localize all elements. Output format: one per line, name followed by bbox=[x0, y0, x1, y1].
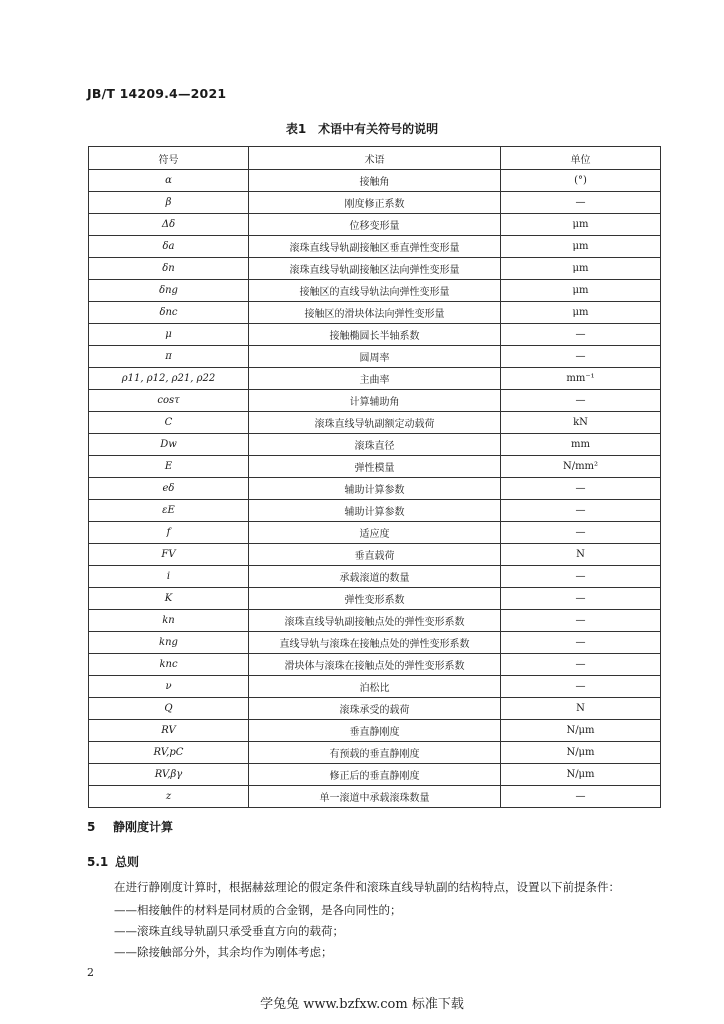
table-row bbox=[89, 654, 661, 676]
watermark-text: 学兔兔 www.bzfxw.com 标准下载 bbox=[260, 997, 464, 1012]
table-row bbox=[89, 412, 661, 434]
table-row bbox=[89, 522, 661, 544]
symbol-cell: Q bbox=[89, 698, 249, 720]
symbol-cell: RV,βγ bbox=[89, 764, 249, 786]
column-header-term: 术语 bbox=[249, 147, 501, 170]
term-cell: 滚珠直线导轨副接触点处的弹性变形系数 bbox=[249, 610, 501, 632]
unit-cell: — bbox=[501, 786, 661, 808]
unit-cell: — bbox=[501, 610, 661, 632]
symbol-cell: f bbox=[89, 522, 249, 544]
table-row bbox=[89, 192, 661, 214]
symbol-cell: kn bbox=[89, 610, 249, 632]
symbol-cell: α bbox=[89, 170, 249, 192]
unit-cell: — bbox=[501, 390, 661, 412]
table-row bbox=[89, 258, 661, 280]
table-row bbox=[89, 456, 661, 478]
table-row bbox=[89, 368, 661, 390]
table-row bbox=[89, 610, 661, 632]
section-5-heading bbox=[87, 818, 173, 835]
term-cell: 滚珠直径 bbox=[249, 434, 501, 456]
term-cell: 适应度 bbox=[249, 522, 501, 544]
term-cell: 接触区的滑块体法向弹性变形量 bbox=[249, 302, 501, 324]
table-row bbox=[89, 390, 661, 412]
table-row bbox=[89, 236, 661, 258]
term-cell: 泊松比 bbox=[249, 676, 501, 698]
term-cell: 承载滚道的数量 bbox=[249, 566, 501, 588]
term-cell: 弹性模量 bbox=[249, 456, 501, 478]
symbol-cell: Δδ bbox=[89, 214, 249, 236]
unit-cell: — bbox=[501, 500, 661, 522]
unit-cell: mm⁻¹ bbox=[501, 368, 661, 390]
term-cell: 滚珠直线导轨副接触区垂直弹性变形量 bbox=[249, 236, 501, 258]
term-cell: 辅助计算参数 bbox=[249, 500, 501, 522]
section-5-number: 5 bbox=[87, 820, 96, 834]
symbol-cell: K bbox=[89, 588, 249, 610]
table-row bbox=[89, 742, 661, 764]
section-5-1-title: 总则 bbox=[115, 855, 140, 869]
table-row bbox=[89, 214, 661, 236]
section-5-1-number: 5.1 bbox=[87, 855, 109, 869]
symbol-cell: RV,pC bbox=[89, 742, 249, 764]
symbol-cell: RV bbox=[89, 720, 249, 742]
unit-cell: — bbox=[501, 676, 661, 698]
symbol-cell: eδ bbox=[89, 478, 249, 500]
symbol-cell: δa bbox=[89, 236, 249, 258]
unit-cell: N/μm bbox=[501, 742, 661, 764]
unit-cell: μm bbox=[501, 236, 661, 258]
table-row bbox=[89, 676, 661, 698]
list-item: ——除接触部分外，其余均作为刚体考虑； bbox=[114, 945, 333, 959]
symbol-cell: δn bbox=[89, 258, 249, 280]
standard-code: JB/T 14209.4—2021 bbox=[87, 86, 227, 101]
unit-cell: — bbox=[501, 346, 661, 368]
list-item: ——滚珠直线导轨副只承受垂直方向的载荷； bbox=[114, 924, 344, 938]
term-cell: 位移变形量 bbox=[249, 214, 501, 236]
term-cell: 单一滚道中承载滚珠数量 bbox=[249, 786, 501, 808]
unit-cell: (°) bbox=[501, 170, 661, 192]
unit-cell: mm bbox=[501, 434, 661, 456]
term-cell: 圆周率 bbox=[249, 346, 501, 368]
section-5-title: 静刚度计算 bbox=[113, 820, 174, 834]
term-cell: 滚珠直线导轨副接触区法向弹性变形量 bbox=[249, 258, 501, 280]
unit-cell: — bbox=[501, 654, 661, 676]
symbol-cell: ρ11, ρ12, ρ21, ρ22 bbox=[89, 368, 249, 390]
term-cell: 修正后的垂直静刚度 bbox=[249, 764, 501, 786]
term-cell: 弹性变形系数 bbox=[249, 588, 501, 610]
symbol-cell: δnc bbox=[89, 302, 249, 324]
symbol-cell: E bbox=[89, 456, 249, 478]
unit-cell: — bbox=[501, 478, 661, 500]
section-5-1-heading bbox=[87, 853, 139, 870]
unit-cell: N bbox=[501, 698, 661, 720]
symbol-cell: π bbox=[89, 346, 249, 368]
table-row bbox=[89, 280, 661, 302]
symbol-cell: ν bbox=[89, 676, 249, 698]
symbol-cell: FV bbox=[89, 544, 249, 566]
unit-cell: μm bbox=[501, 302, 661, 324]
term-cell: 垂直静刚度 bbox=[249, 720, 501, 742]
unit-cell: — bbox=[501, 192, 661, 214]
section-5-1-paragraph: 在进行静刚度计算时，根据赫兹理论的假定条件和滚珠直线导轨副的结构特点，设置以下前提条件： bbox=[114, 880, 620, 894]
symbol-cell: kng bbox=[89, 632, 249, 654]
symbol-cell: δng bbox=[89, 280, 249, 302]
page-number: 2 bbox=[87, 966, 94, 979]
unit-cell: — bbox=[501, 588, 661, 610]
table-row bbox=[89, 588, 661, 610]
table-header-row bbox=[89, 147, 661, 170]
table-row bbox=[89, 170, 661, 192]
table-row bbox=[89, 346, 661, 368]
unit-cell: N/μm bbox=[501, 764, 661, 786]
term-cell: 主曲率 bbox=[249, 368, 501, 390]
table-row bbox=[89, 786, 661, 808]
term-cell: 辅助计算参数 bbox=[249, 478, 501, 500]
term-cell: 接触角 bbox=[249, 170, 501, 192]
term-cell: 接触椭圆长半轴系数 bbox=[249, 324, 501, 346]
unit-cell: N bbox=[501, 544, 661, 566]
symbol-cell: Dw bbox=[89, 434, 249, 456]
term-cell: 垂直载荷 bbox=[249, 544, 501, 566]
unit-cell: — bbox=[501, 522, 661, 544]
symbol-cell: knc bbox=[89, 654, 249, 676]
table-row bbox=[89, 302, 661, 324]
term-cell: 接触区的直线导轨法向弹性变形量 bbox=[249, 280, 501, 302]
column-header-symbol: 符号 bbox=[89, 147, 249, 170]
unit-cell: kN bbox=[501, 412, 661, 434]
term-cell: 滚珠承受的载荷 bbox=[249, 698, 501, 720]
term-cell: 刚度修正系数 bbox=[249, 192, 501, 214]
table-row bbox=[89, 566, 661, 588]
symbol-cell: μ bbox=[89, 324, 249, 346]
list-item: ——相接触件的材料是同材质的合金钢，是各向同性的； bbox=[114, 903, 402, 917]
table-row bbox=[89, 764, 661, 786]
symbol-cell: i bbox=[89, 566, 249, 588]
symbol-cell: εE bbox=[89, 500, 249, 522]
unit-cell: μm bbox=[501, 214, 661, 236]
table-caption: 表1 术语中有关符号的说明 bbox=[285, 122, 439, 136]
unit-cell: — bbox=[501, 324, 661, 346]
symbol-cell: cosτ bbox=[89, 390, 249, 412]
unit-cell: μm bbox=[501, 280, 661, 302]
symbol-cell: C bbox=[89, 412, 249, 434]
unit-cell: N/μm bbox=[501, 720, 661, 742]
table-row bbox=[89, 324, 661, 346]
table-row bbox=[89, 478, 661, 500]
unit-cell: — bbox=[501, 566, 661, 588]
term-cell: 直线导轨与滚珠在接触点处的弹性变形系数 bbox=[249, 632, 501, 654]
table-row bbox=[89, 434, 661, 456]
symbol-cell: z bbox=[89, 786, 249, 808]
unit-cell: N/mm² bbox=[501, 456, 661, 478]
table-row bbox=[89, 698, 661, 720]
table-row bbox=[89, 720, 661, 742]
symbol-cell: β bbox=[89, 192, 249, 214]
table-row bbox=[89, 544, 661, 566]
term-cell: 有预载的垂直静刚度 bbox=[249, 742, 501, 764]
unit-cell: μm bbox=[501, 258, 661, 280]
symbols-table bbox=[88, 146, 661, 808]
table-body bbox=[89, 170, 661, 808]
table-row bbox=[89, 632, 661, 654]
term-cell: 滑块体与滚珠在接触点处的弹性变形系数 bbox=[249, 654, 501, 676]
table-row bbox=[89, 500, 661, 522]
unit-cell: — bbox=[501, 632, 661, 654]
column-header-unit: 单位 bbox=[501, 147, 661, 170]
term-cell: 计算辅助角 bbox=[249, 390, 501, 412]
term-cell: 滚珠直线导轨副额定动载荷 bbox=[249, 412, 501, 434]
